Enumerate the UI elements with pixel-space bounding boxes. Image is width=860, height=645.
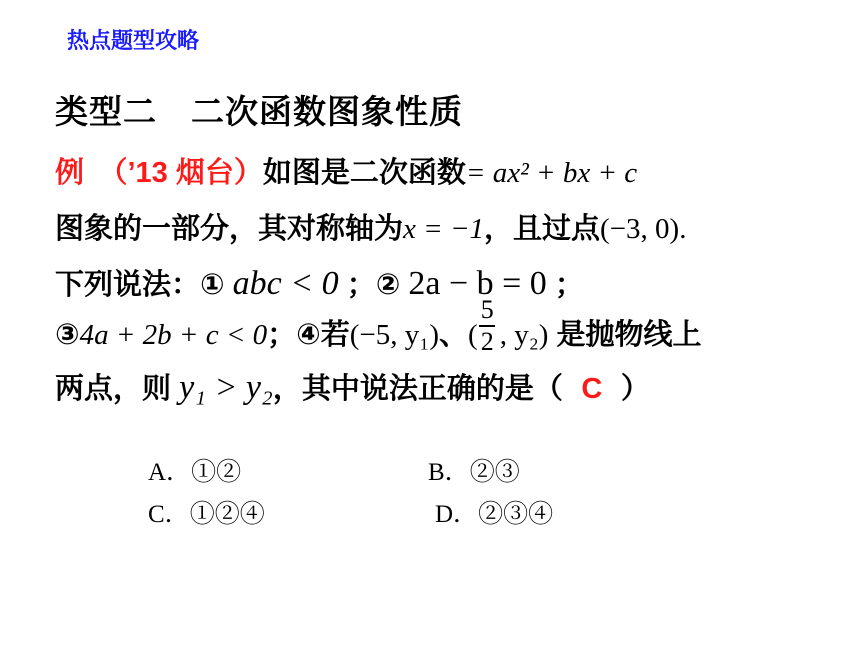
question-line-4 xyxy=(55,295,702,357)
option-a[interactable] xyxy=(148,452,241,488)
point-2-open: ( xyxy=(468,319,478,351)
answer-letter: C xyxy=(581,373,603,405)
question-line-2 xyxy=(55,206,686,247)
question-line-3 xyxy=(55,262,584,303)
option-d-label: D． xyxy=(435,501,479,528)
question-text-2a: 图象的一部分，其对称轴为 xyxy=(55,213,404,245)
option-b-label: B． xyxy=(428,459,470,486)
question-text-3c: ； xyxy=(554,269,584,301)
statement-1: abc < 0 xyxy=(232,265,339,302)
question-line-5 xyxy=(55,366,650,407)
option-c[interactable] xyxy=(148,494,265,530)
question-text-3a: 下列说法：① xyxy=(55,269,225,301)
option-a-value: ①② xyxy=(191,459,242,486)
question-close-paren: ） xyxy=(620,373,650,405)
fraction-five-halves xyxy=(478,295,500,357)
section-tag: 热点题型攻略 xyxy=(67,28,200,53)
question-text-4b: ；④若 xyxy=(267,319,350,351)
point-coordinate: (−3, 0). xyxy=(600,213,687,245)
function-formula: = ax² + bx + c xyxy=(465,157,638,189)
question-prefix: 例 （’13 烟台） xyxy=(55,157,263,189)
option-a-label: A． xyxy=(148,459,192,486)
question-text-3b: ；② xyxy=(346,269,401,301)
point-2-rest: , y₂) xyxy=(499,319,549,351)
statement-3: 4a + 2b + c < 0 xyxy=(79,319,268,351)
fraction-numerator: 5 xyxy=(480,295,494,325)
question-text-4d: 是抛物线上 xyxy=(556,319,702,351)
option-c-value: ①②④ xyxy=(189,501,265,528)
question-text-4c: 、 xyxy=(439,319,469,351)
option-d[interactable] xyxy=(435,494,553,530)
question-text-4a: ③ xyxy=(55,319,80,351)
option-b[interactable] xyxy=(428,452,520,488)
statement-2: 2a − b = 0 xyxy=(408,265,547,302)
fraction-denominator: 2 xyxy=(480,327,494,357)
page-title: 类型二 二次函数图象性质 xyxy=(55,93,463,130)
option-d-value: ②③④ xyxy=(478,501,554,528)
question-text-5a: 两点，则 xyxy=(55,373,172,405)
option-b-value: ②③ xyxy=(469,459,520,486)
point-1: (−5, y₁) xyxy=(349,319,439,351)
inequality: y₁ > y₂ xyxy=(179,369,273,406)
axis-of-symmetry: x = −1 xyxy=(403,213,485,245)
question-text-1: 如图是二次函数 xyxy=(262,157,466,189)
option-c-label: C． xyxy=(148,501,190,528)
question-text-5b: ，其中说法正确的是（ xyxy=(272,373,563,405)
question-line-1 xyxy=(55,150,637,191)
question-text-2b: ，且过点 xyxy=(484,213,601,245)
